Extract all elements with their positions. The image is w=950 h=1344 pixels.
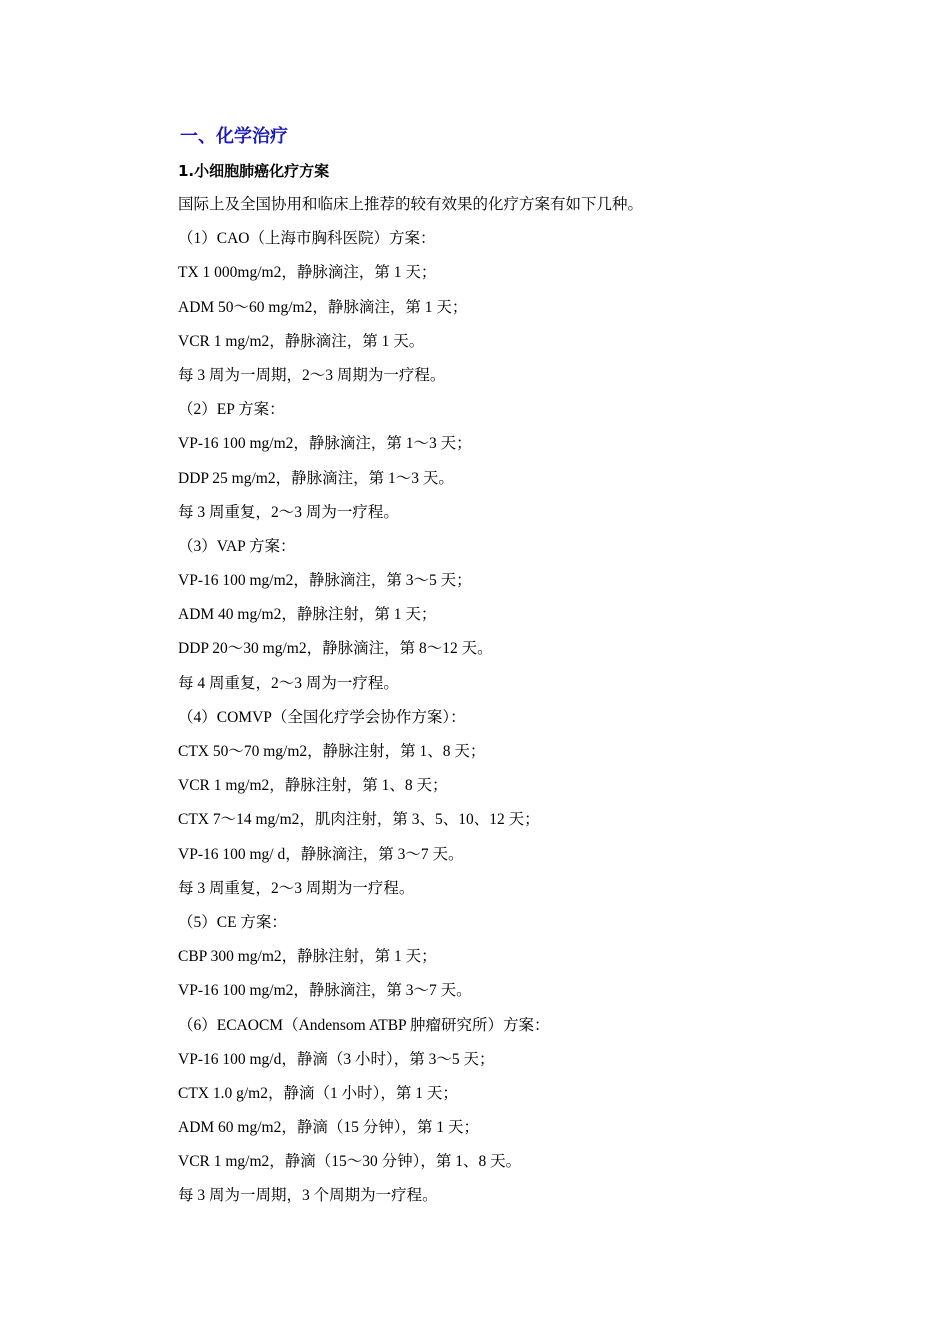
text-line: DDP 25 mg/m2，静脉滴注，第 1～3 天。	[178, 469, 454, 487]
text-line: VCR 1 mg/m2，静脉滴注，第 1 天。	[178, 332, 425, 350]
section-title: 一、化学治疗	[180, 126, 288, 147]
text-line: 国际上及全国协用和临床上推荐的较有效果的化疗方案有如下几种。	[178, 196, 644, 213]
text-line: （5）CE 方案：	[178, 913, 287, 931]
text-line: （1）CAO（上海市胸科医院）方案：	[178, 230, 436, 248]
text-line: 每 3 周为一周期，3 个周期为一疗程。	[178, 1187, 438, 1205]
text-line: ADM 60 mg/m2，静滴（15 分钟），第 1 天；	[178, 1119, 479, 1137]
subsection-title: 1.小细胞肺癌化疗方案	[178, 162, 330, 180]
text-line: VP-16 100 mg/ d，静脉滴注，第 3～7 天。	[178, 845, 464, 863]
text-line: VCR 1 mg/m2，静脉注射，第 1、8 天；	[178, 777, 448, 795]
text-line: （3）VAP 方案：	[178, 537, 296, 555]
text-line: CTX 1.0 g/m2，静滴（1 小时），第 1 天；	[178, 1084, 458, 1102]
text-line: （2）EP 方案：	[178, 401, 285, 419]
text-line: VCR 1 mg/m2，静滴（15～30 分钟），第 1、8 天。	[178, 1153, 522, 1171]
text-line: 每 3 周重复，2～3 周期为一疗程。	[178, 879, 415, 897]
text-line: ADM 50～60 mg/m2，静脉滴注，第 1 天；	[178, 298, 468, 316]
text-line: CTX 50～70 mg/m2，静脉注射，第 1、8 天；	[178, 743, 486, 760]
text-line: VP-16 100 mg/m2，静脉滴注，第 3～5 天；	[178, 572, 472, 590]
text-line: ADM 40 mg/m2，静脉注射，第 1 天；	[178, 606, 437, 624]
text-line: VP-16 100 mg/d，静滴（3 小时），第 3～5 天；	[178, 1050, 495, 1068]
text-line: VP-16 100 mg/m2，静脉滴注，第 1～3 天；	[178, 435, 472, 453]
text-line: CTX 7～14 mg/m2，肌肉注射，第 3、5、10、12 天；	[178, 811, 540, 829]
text-line: TX 1 000mg/m2，静脉滴注，第 1 天；	[178, 264, 437, 282]
document-content	[178, 122, 878, 1214]
text-line: DDP 20～30 mg/m2，静脉滴注，第 8～12 天。	[178, 640, 493, 658]
text-line: 每 3 周为一周期，2～3 周期为一疗程。	[178, 366, 446, 384]
text-line: VP-16 100 mg/m2，静脉滴注，第 3～7 天。	[178, 982, 472, 1000]
text-line: （4）COMVP（全国化疗学会协作方案）：	[178, 708, 466, 726]
text-line: 每 3 周重复，2～3 周为一疗程。	[178, 503, 399, 521]
text-line: 每 4 周重复，2～3 周为一疗程。	[178, 674, 399, 692]
text-line: CBP 300 mg/m2，静脉注射，第 1 天；	[178, 948, 437, 966]
text-line: （6）ECAOCM（Andensom ATBP 肿瘤研究所）方案：	[178, 1016, 550, 1034]
paragraph-list	[178, 188, 878, 1214]
